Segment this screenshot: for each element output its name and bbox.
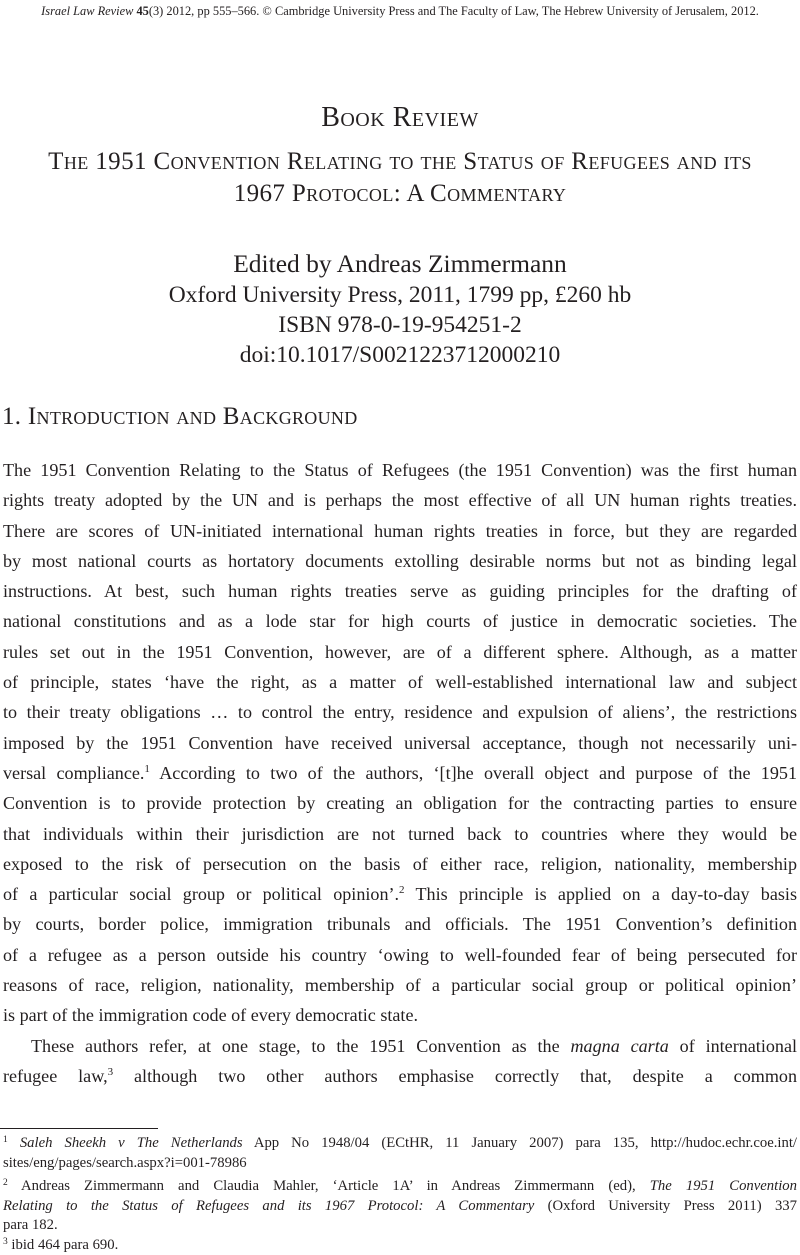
text-segment: According to two of the authors, ‘[t]he overall object and purpose of the 1951	[150, 763, 797, 783]
text-segment: versal compliance.	[3, 763, 144, 783]
text-line: rights treaty adopted by the UN and is perhaps the most effective of all UN human rights treaties.	[3, 485, 797, 515]
footnote-ref-1[interactable]: 1	[144, 763, 150, 775]
text-line: of a refugee as a person outside his country ‘owing to well-founded fear of being persecuted for	[3, 940, 797, 970]
text-line	[3, 879, 797, 909]
footnote-text: ibid 464 para 690.	[8, 1237, 119, 1253]
text-line: reasons of race, religion, nationality, membership of a particular social group or political opinion’	[3, 970, 797, 1000]
text-segment: refugee law,	[3, 1066, 108, 1086]
footnote-ref-3[interactable]: 3	[108, 1066, 114, 1078]
text-segment: of international	[669, 1036, 797, 1056]
footnote-line: para 182.	[3, 1216, 797, 1236]
emphasis: magna carta	[570, 1036, 668, 1056]
footnote-line	[3, 1197, 797, 1217]
text-line: is part of the immigration code of every democratic state.	[3, 1000, 797, 1030]
footnotes	[3, 1134, 797, 1255]
article-doi: doi:10.1017/S0021223712000210	[0, 340, 800, 370]
footnote-number: 1	[3, 1135, 8, 1145]
text-segment: although two other authors emphasise correctly that, despite a common	[113, 1066, 797, 1086]
body-text	[3, 455, 797, 1091]
text-line: rules set out in the 1951 Convention, however, are of a different sphere. Although, as a matter	[3, 637, 797, 667]
footnote-ref-2[interactable]: 2	[399, 884, 405, 896]
journal-volume: 45	[136, 4, 148, 18]
footnote-2	[3, 1177, 797, 1197]
book-title: The 1951 Convention	[650, 1178, 797, 1194]
text-line	[3, 1031, 797, 1061]
footnote-3	[3, 1236, 797, 1255]
book-title: Relating to the Status of Refugees and its 1967 Protocol: A Commentary	[3, 1198, 534, 1214]
journal-name: Israel Law Review	[41, 4, 133, 18]
footnote-number: 3	[3, 1237, 8, 1247]
article-type: Book Review	[0, 101, 800, 135]
text-line: instructions. At best, such human rights treaties serve as guiding principles for the drafting of	[3, 576, 797, 606]
text-segment: of a particular social group or political opinion’.	[3, 884, 399, 904]
footnote-1	[3, 1134, 797, 1154]
text-line: There are scores of UN-initiated international human rights treaties in force, but they are regarded	[3, 516, 797, 546]
article-title-line: 1967 Protocol: A Commentary	[0, 178, 800, 210]
text-line: to their treaty obligations … to control the entry, residence and expulsion of aliens’, the restrictions	[3, 697, 797, 727]
text-segment: This principle is applied on a day-to-day basis	[405, 884, 797, 904]
journal-citation: (3) 2012, pp 555–566. © Cambridge University Press and The Faculty of Law, The Hebrew University of Jerusalem, 2012.	[149, 4, 759, 18]
text-line: national constitutions and as a lode star for high courts of justice in democratic societies. The	[3, 606, 797, 636]
footnote-number: 2	[3, 1178, 8, 1188]
book-isbn: ISBN 978-0-19-954251-2	[0, 310, 800, 340]
footnote-url-line[interactable]	[3, 1154, 797, 1174]
footnote-divider	[0, 1128, 158, 1129]
text-line: The 1951 Convention Relating to the Status of Refugees (the 1951 Convention) was the first human	[3, 455, 797, 485]
text-line: that individuals within their jurisdiction are not turned back to countries where they would be	[3, 819, 797, 849]
running-head	[0, 3, 800, 19]
article-title-line: The 1951 Convention Relating to the Status of Refugees and its	[0, 146, 800, 178]
text-line: imposed by the 1951 Convention have received universal acceptance, though not necessarily uni-	[3, 728, 797, 758]
footnote-url[interactable]: sites/eng/pages/search.aspx?i=001-78986	[3, 1155, 247, 1171]
case-name: Saleh Sheekh v The Netherlands	[20, 1135, 243, 1151]
book-editor: Edited by Andreas Zimmermann	[0, 247, 800, 280]
text-line: exposed to the risk of persecution on the basis of either race, religion, nationality, membership	[3, 849, 797, 879]
footnote-text: Andreas Zimmermann and Claudia Mahler, ‘Article 1A’ in Andreas Zimmermann (ed),	[8, 1178, 650, 1194]
article-title	[0, 146, 800, 210]
footnote-text: App No 1948/04 (ECtHR, 11 January 2007) para 135, http://hudoc.echr.coe.int/	[243, 1135, 797, 1151]
text-line	[3, 1061, 797, 1091]
section-heading: 1. Introduction and Background	[2, 401, 358, 433]
book-publisher: Oxford University Press, 2011, 1799 pp, £260 hb	[0, 280, 800, 310]
text-segment: These authors refer, at one stage, to the 1951 Convention as the	[31, 1036, 570, 1056]
text-line: by courts, border police, immigration tribunals and officials. The 1951 Convention’s definition	[3, 909, 797, 939]
footnote-text: (Oxford University Press 2011) 337	[534, 1198, 797, 1214]
text-line	[3, 758, 797, 788]
text-line: Convention is to provide protection by creating an obligation for the contracting parties to ensure	[3, 788, 797, 818]
text-line: by most national courts as hortatory documents extolling desirable norms but not as binding legal	[3, 546, 797, 576]
book-meta	[0, 247, 800, 370]
text-line: of principle, states ‘have the right, as a matter of well-established international law and subject	[3, 667, 797, 697]
